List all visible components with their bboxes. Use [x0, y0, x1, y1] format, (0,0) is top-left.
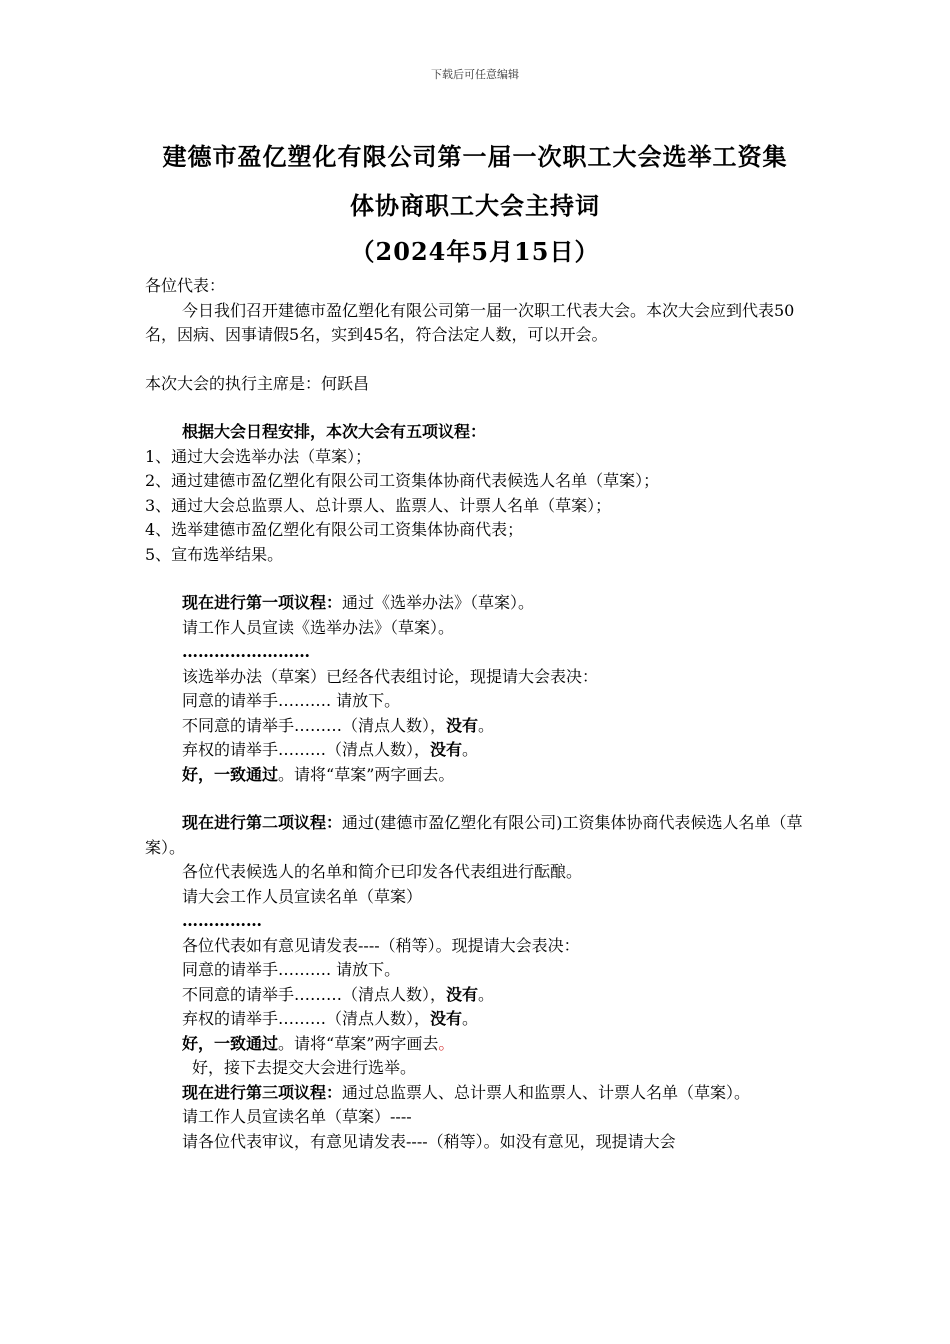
item1-pass-text: 。请将“草案”两字画去。 — [278, 764, 455, 784]
item1-abstain-result: 没有 — [430, 740, 463, 759]
agenda-heading: 根据大会日程安排，本次大会有五项议程： — [182, 422, 487, 441]
chair-line: 本次大会的执行主席是：何跃昌 — [145, 373, 370, 393]
item2-agree: 同意的请举手………. 请放下。 — [182, 960, 401, 979]
item1-pass-bold: 好，一致通过 — [182, 764, 279, 784]
item1-pass — [145, 763, 810, 788]
item2-pass-bold: 好，一致通过 — [182, 1033, 279, 1053]
item2-abstain-text: 弃权的请举手………（清点人数）， — [182, 1009, 431, 1028]
agenda-item: 5、宣布选举结果。 — [145, 544, 284, 564]
item1-disagree-period: 。 — [478, 715, 495, 735]
item3-lead — [145, 1081, 810, 1106]
agenda-item: 2、通过建德市盈亿塑化有限公司工资集体协商代表候选人名单（草案）； — [145, 471, 660, 490]
item3-read: 请工作人员宣读名单（草案）---- — [182, 1107, 412, 1126]
item1-disagree-text: 不同意的请举手………（清点人数）， — [182, 715, 447, 735]
item2-read: 请大会工作人员宣读名单（草案） — [182, 886, 423, 906]
item1-lead-label: 现在进行第一项议程： — [182, 593, 343, 612]
item1-abstain-period: 。 — [462, 740, 479, 759]
item2-pass-text: 。请将“草案”两字画去 — [278, 1033, 439, 1053]
item2-abstain-result: 没有 — [430, 1009, 463, 1028]
item1-discuss: 该选举办法（草案）已经各代表组讨论，现提请大会表决： — [182, 666, 599, 686]
agenda-item: 4、选举建德市盈亿塑化有限公司工资集体协商代表； — [145, 520, 524, 539]
item1-lead — [145, 591, 810, 616]
item2-lead-label: 现在进行第二项议程： — [182, 813, 343, 832]
agenda-item: 1、通过大会选举办法（草案）； — [145, 446, 372, 466]
greeting: 各位代表： — [145, 276, 226, 295]
agenda-item: 3、通过大会总监票人、总计票人、监票人、计票人名单（草案）； — [145, 495, 612, 515]
item1-read: 请工作人员宣读《选举办法》（草案）。 — [182, 617, 455, 637]
item2-pass-red-period: 。 — [438, 1033, 455, 1053]
item1-disagree — [145, 714, 810, 739]
item1-abstain — [145, 738, 810, 763]
item1-agree: 同意的请举手………. 请放下。 — [182, 691, 401, 710]
item2-lead — [145, 811, 810, 860]
item1-lead-text: 通过《选举办法》（草案）。 — [342, 593, 535, 612]
item1-disagree-result: 没有 — [446, 715, 479, 735]
item2-disagree-text: 不同意的请举手………（清点人数）， — [182, 984, 447, 1004]
title-date: （2024年5月15日） — [350, 237, 600, 266]
item2-lead-text: 通过(建德市盈亿塑化有限公司)工资集体协商代表候选人名单（草案）。 — [145, 813, 803, 857]
item2-opinion: 各位代表如有意见请发表----（稍等）。现提请大会表决： — [182, 935, 580, 955]
item2-abstain-period: 。 — [462, 1009, 479, 1028]
item1-dots: …………………… — [182, 642, 310, 661]
item2-pass — [145, 1032, 810, 1057]
item2-abstain — [145, 1007, 810, 1032]
item1-abstain-text: 弃权的请举手………（清点人数）， — [182, 740, 431, 759]
intro-paragraph: 今日我们召开建德市盈亿塑化有限公司第一届一次职工代表大会。本次大会应到代表50名，因病、因事请假5名，实到45名，符合法定人数，可以开会。 — [145, 300, 795, 344]
title-line-1: 建德市盈亿塑化有限公司第一届一次职工大会选举工资集 — [162, 142, 788, 171]
item3-lead-label: 现在进行第三项议程： — [182, 1082, 343, 1102]
title-line-2: 体协商职工大会主持词 — [350, 191, 600, 220]
item3-review: 请各位代表审议，有意见请发表----（稍等）。如没有意见，现提请大会 — [182, 1131, 676, 1151]
item2-next: 好，接下去提交大会进行选举。 — [192, 1058, 417, 1077]
item2-distributed: 各位代表候选人的名单和简介已印发各代表组进行酝酿。 — [182, 862, 583, 881]
download-note: 下载后可任意编辑 — [431, 68, 519, 81]
item3-lead-text: 通过总监票人、总计票人和监票人、计票人名单（草案）。 — [342, 1082, 751, 1102]
item2-disagree-period: 。 — [478, 984, 495, 1004]
item2-disagree-result: 没有 — [446, 984, 479, 1004]
document-body — [145, 274, 810, 1154]
item2-disagree — [145, 983, 810, 1008]
item2-dots: …………… — [182, 911, 262, 930]
